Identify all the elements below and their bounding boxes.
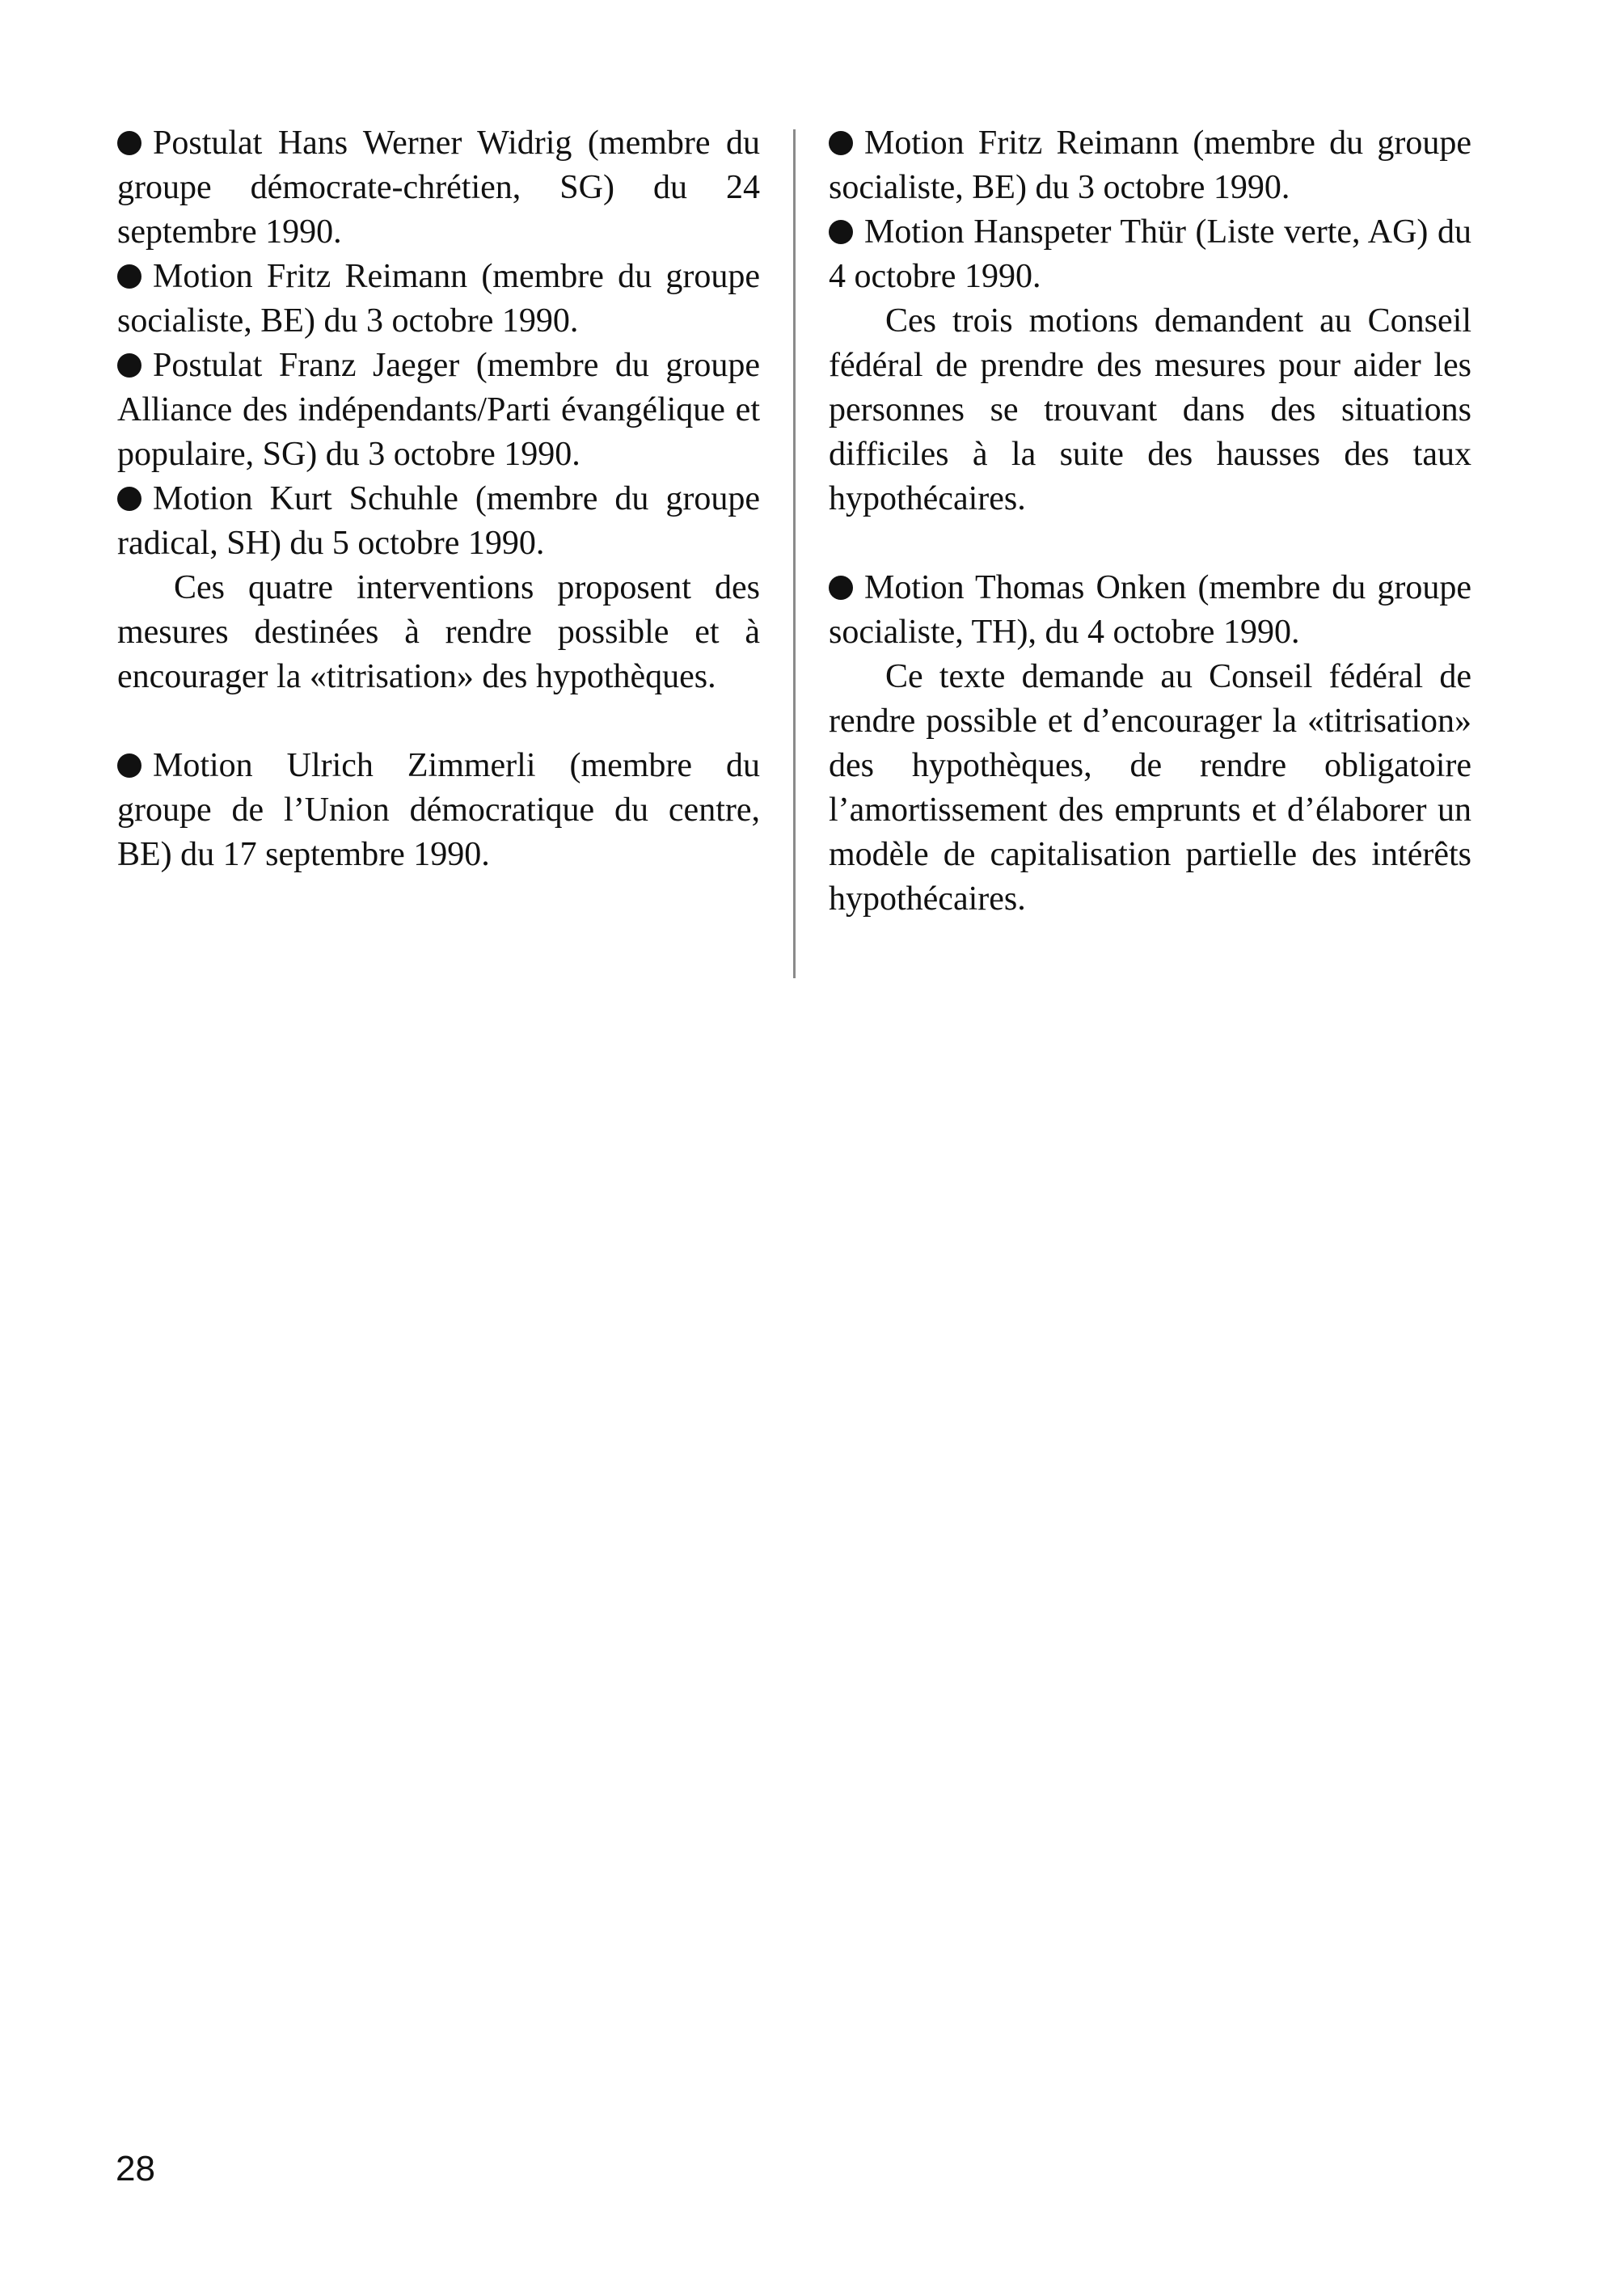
bullet-icon — [829, 131, 853, 155]
list-item — [117, 344, 760, 477]
bullet-icon — [829, 576, 853, 600]
item-text: Postulat Franz Jaeger (membre du groupe Alliance des indépendants/Parti évangélique et populaire, SG) du 3 octobre 1990. — [117, 347, 760, 473]
bullet-icon — [117, 131, 141, 155]
page-number: 28 — [116, 2149, 155, 2188]
list-item — [117, 121, 760, 255]
right-column — [829, 121, 1471, 922]
list-item — [117, 744, 760, 877]
list-item — [829, 210, 1471, 299]
item-text: Motion Hanspeter Thür (Liste verte, AG) du 4 octobre 1990. — [829, 213, 1471, 295]
item-text: Motion Kurt Schuhle (membre du groupe radical, SH) du 5 octobre 1990. — [117, 480, 760, 562]
bullet-icon — [117, 353, 141, 378]
item-text: Motion Fritz Reimann (membre du groupe socialiste, BE) du 3 octobre 1990. — [117, 258, 760, 340]
paragraph: Ce texte demande au Conseil fédéral de rendre possible et d’encourager la «titrisation» des hypothèques, de rendre obligatoire l’amortissement des emprunts et d’élaborer un modèle de capitalisation partielle des intérêts hypothécaires. — [829, 658, 1471, 918]
list-item — [829, 566, 1471, 655]
item-text: Motion Thomas Onken (membre du groupe socialiste, TH), du 4 octobre 1990. — [829, 569, 1471, 651]
bullet-icon — [117, 264, 141, 289]
item-text: Motion Fritz Reimann (membre du groupe socialiste, BE) du 3 octobre 1990. — [829, 125, 1471, 206]
paragraph: Ces trois motions demandent au Conseil fédéral de prendre des mesures pour aider les personnes se trouvant dans des situations difficiles à la suite des hausses des taux hypothécaires. — [829, 302, 1471, 517]
column-divider — [793, 129, 796, 978]
list-item — [117, 477, 760, 566]
spacer — [117, 699, 760, 744]
item-text: Motion Ulrich Zimmerli (membre du groupe de l’Union démocratique du centre, BE) du 17 septembre 1990. — [117, 747, 760, 873]
bullet-icon — [829, 220, 853, 244]
bullet-icon — [117, 487, 141, 511]
list-item — [829, 121, 1471, 210]
item-text: Postulat Hans Werner Widrig (membre du groupe démocrate-chrétien, SG) du 24 septembre 1990. — [117, 125, 760, 251]
list-item — [117, 255, 760, 344]
spacer — [829, 521, 1471, 566]
bullet-icon — [117, 753, 141, 778]
left-column — [117, 121, 760, 877]
paragraph: Ces quatre interventions proposent des mesures destinées à rendre possible et à encourager la «titrisation» des hypothèques. — [117, 569, 760, 695]
